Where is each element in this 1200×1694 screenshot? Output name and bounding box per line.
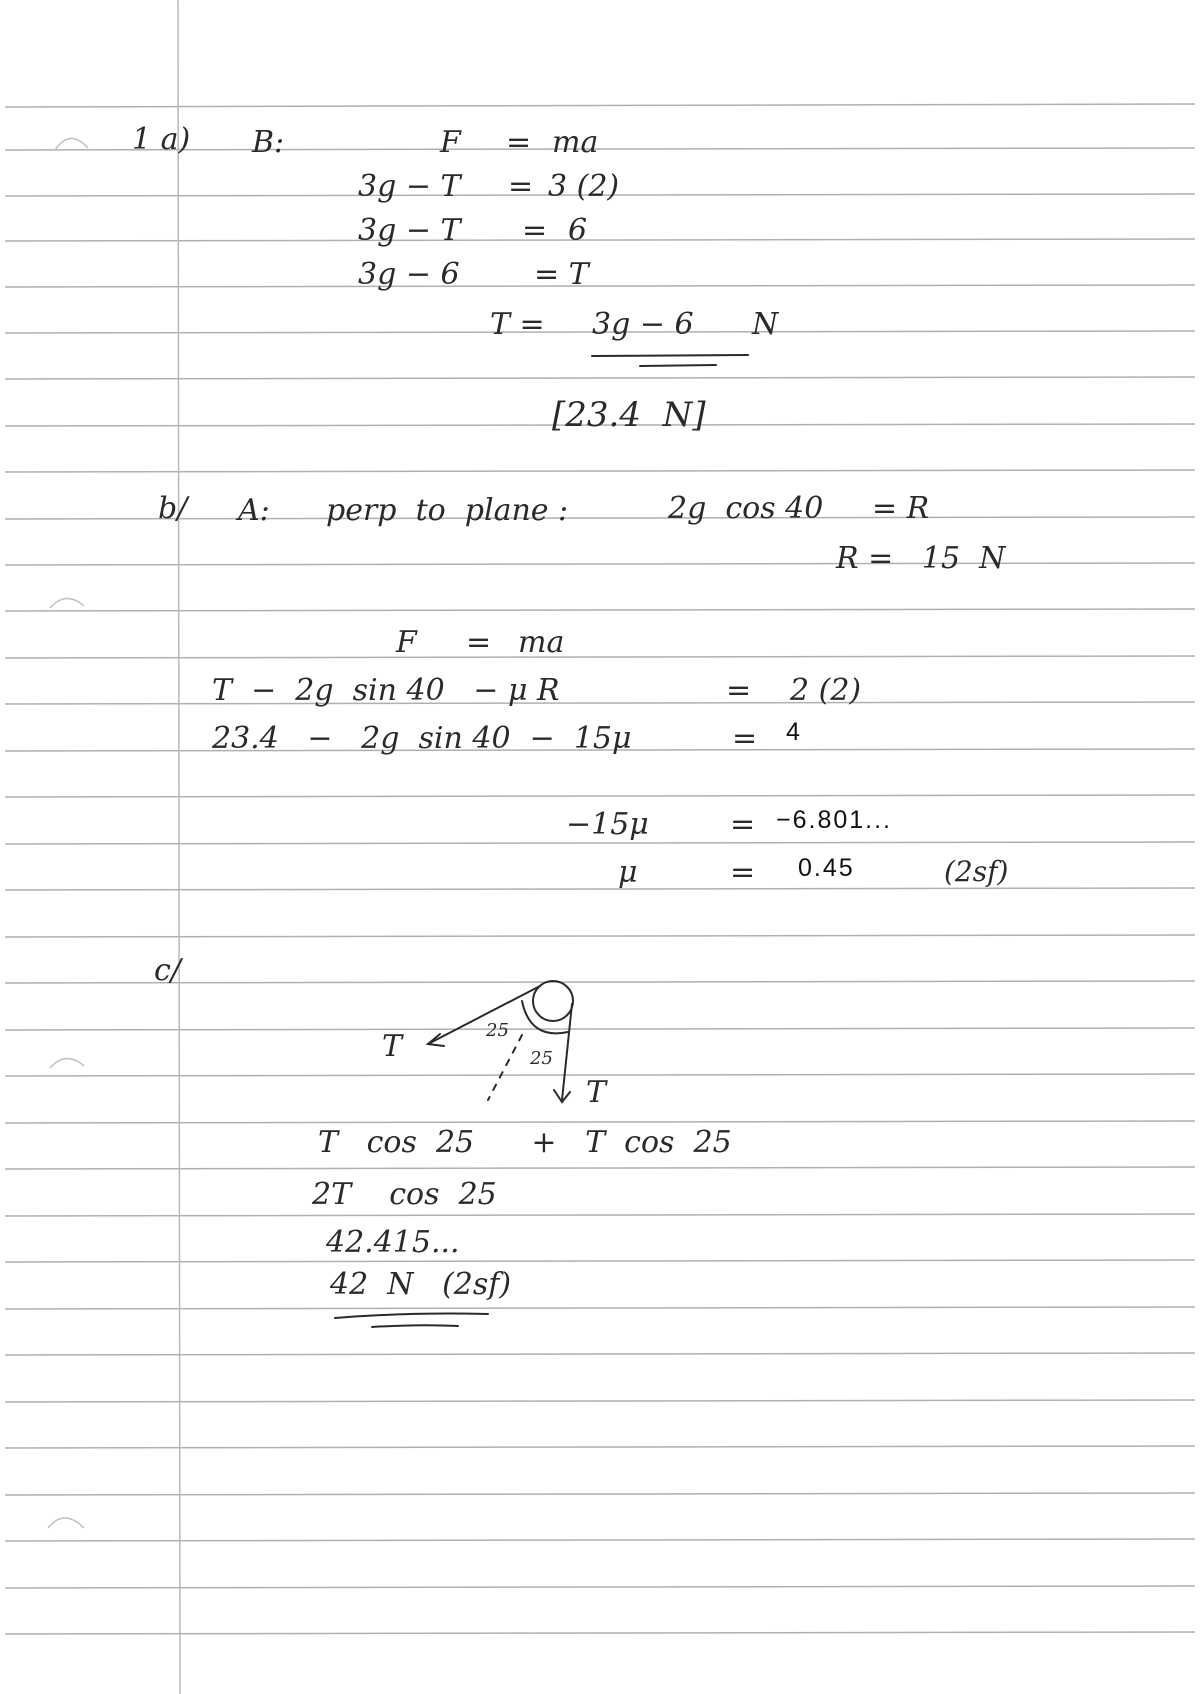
q1a-body: B: [252, 125, 285, 160]
q1a-eq3-lhs: 3g − T [358, 213, 461, 248]
answer-underline [640, 365, 716, 366]
punch-hole [50, 1058, 84, 1068]
q1a-eq3-rhs: 6 [568, 213, 588, 248]
q1b-body: A: [238, 493, 270, 528]
diagram-angle-label: 25 [486, 1020, 509, 1041]
q1a-eq2-lhs: 3g − T [358, 169, 461, 204]
q1b-eq4-rhs: 0.45 [798, 854, 855, 882]
punch-hole [55, 138, 88, 150]
q1a-eq3-op: = [522, 213, 548, 248]
bisector-dashed [488, 1035, 522, 1100]
answer-underline [372, 1325, 458, 1327]
q1a-eq4-rhs: = T [534, 257, 589, 292]
diagram-tension-left-label: T [382, 1029, 403, 1064]
pulley-diagram [428, 981, 573, 1102]
q1b-eq3-op: = [730, 807, 756, 842]
q1c-label: c/ [154, 953, 181, 988]
q1b-label: b/ [158, 491, 188, 526]
punch-hole [50, 598, 84, 608]
q1a-answer: [23.4 N] [552, 395, 706, 435]
q1b-eq4-lhs: μ [618, 855, 638, 890]
q1a-eq1-lhs: F [440, 125, 461, 160]
q1b-eq1-op: = [726, 673, 752, 708]
q1a-tension-expr: 3g − 6 [592, 307, 694, 342]
q1b-eq2-rhs: 4 [786, 718, 802, 746]
q1b-fma-rhs: ma [518, 625, 565, 660]
q1a-tension-label: T = [490, 307, 545, 342]
punch-holes [48, 138, 88, 1528]
answer-underline [592, 355, 748, 356]
answer-underline [335, 1314, 488, 1319]
q1a-label: 1 a) [132, 122, 191, 157]
q1b-eq3-rhs: −6.801... [776, 806, 892, 834]
string-left [428, 986, 540, 1044]
q1b-r-value: R = 15 N [836, 541, 1006, 576]
q1b-perp-eq: 2g cos 40 [668, 491, 824, 526]
q1c-eq1: T cos 25 + T cos 25 [318, 1125, 732, 1160]
q1a-eq2-op: = [508, 169, 534, 204]
q1b-fma-op: = [466, 625, 492, 660]
diagram-angle-label: 25 [530, 1048, 553, 1069]
q1b-eq4-op: = [730, 855, 756, 890]
q1b-eq2-op: = [732, 721, 758, 756]
q1a-eq2-rhs: 3 (2) [548, 169, 620, 204]
q1a-eq4-lhs: 3g − 6 [358, 257, 460, 292]
q1c-answer: 42 N (2sf) [330, 1267, 512, 1302]
q1b-eq3-lhs: −15μ [566, 807, 649, 842]
diagram-tension-down-label: T [586, 1075, 607, 1110]
q1b-eq2-lhs: 23.4 − 2g sin 40 − 15μ [212, 721, 632, 756]
q1a-eq1-rhs: ma [552, 125, 599, 160]
q1a-eq1-op: = [506, 125, 532, 160]
q1c-eq3: 42.415... [326, 1225, 460, 1260]
q1b-eq1-lhs: T − 2g sin 40 − μ R [212, 673, 560, 708]
q1a-tension-unit: N [752, 307, 779, 342]
q1b-eq1-rhs: 2 (2) [790, 673, 862, 708]
margin-line [178, 0, 180, 1694]
q1c-eq2: 2T cos 25 [312, 1177, 497, 1212]
q1b-perp-rhs: = R [872, 491, 930, 526]
q1b-fma-lhs: F [396, 625, 417, 660]
q1b-perp: perp to plane : [326, 493, 569, 528]
q1b-sf-note: (2sf) [944, 855, 1009, 888]
punch-hole [48, 1518, 84, 1528]
